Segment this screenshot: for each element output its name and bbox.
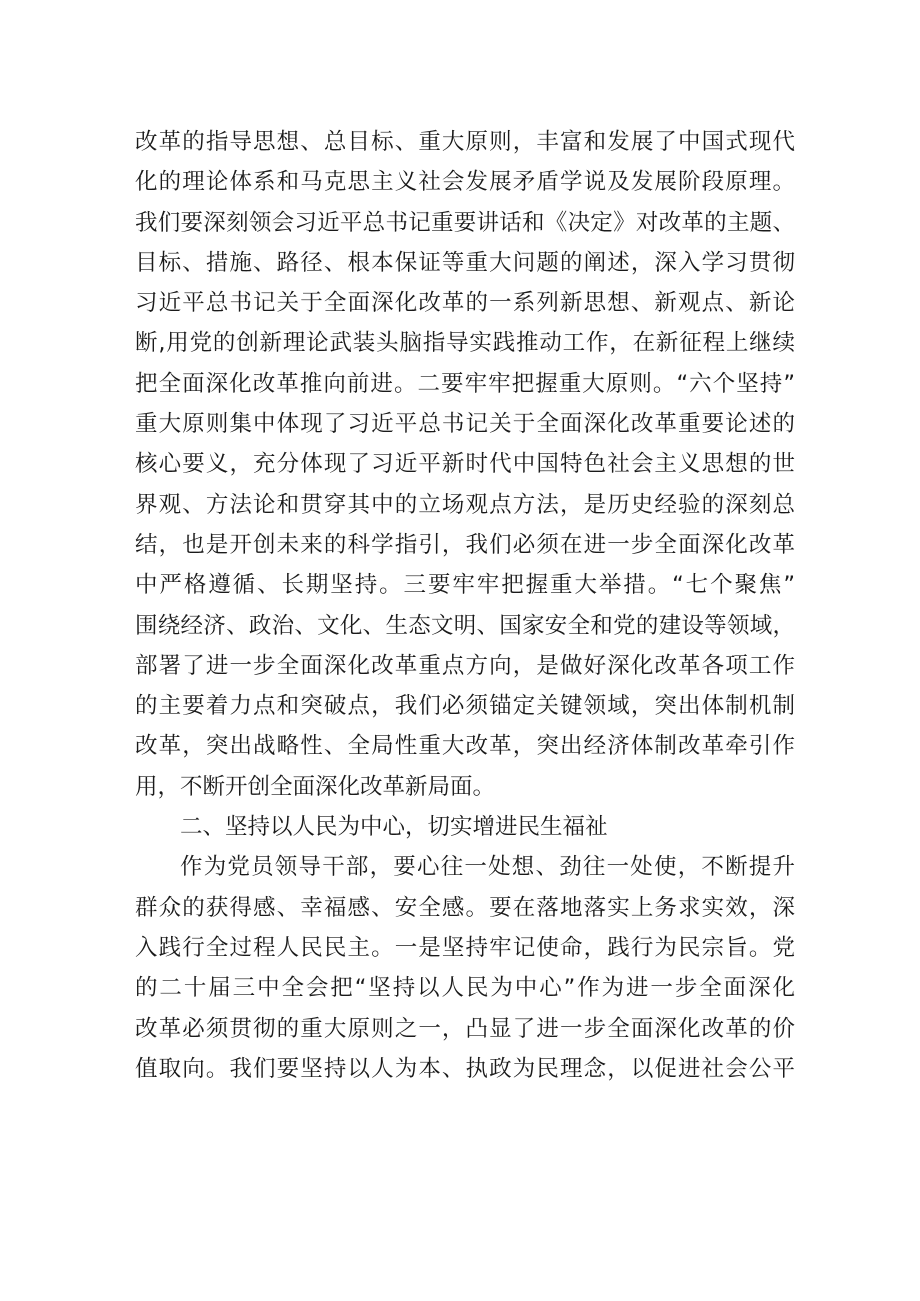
text-line: 围绕经济、政治、文化、生态文明、国家安全和党的建设等领域， xyxy=(135,612,795,639)
text-line: 目标、措施、路径、根本保证等重大问题的阐述，深入学习贯彻 xyxy=(135,249,795,276)
text-line: 断,用党的创新理论武装头脑指导实践推动工作，在新征程上继续 xyxy=(135,330,795,357)
paragraph-end-line: 用，不断开创全面深化改革新局面。 xyxy=(135,773,496,800)
text-line: 中严格遵循、长期坚持。三要牢牢把握重大举措。“七个聚焦” xyxy=(135,572,795,599)
text-line: 化的理论体系和马克思主义社会发展矛盾学说及发展阶段原理。 xyxy=(135,169,795,196)
text-line: 核心要义，充分体现了习近平新时代中国特色社会主义思想的世 xyxy=(135,451,795,478)
text-line: 入践行全过程人民民主。一是坚持牢记使命，践行为民宗旨。党 xyxy=(135,934,795,961)
text-line: 界观、方法论和贯穿其中的立场观点方法，是历史经验的深刻总 xyxy=(135,491,795,518)
text-line: 重大原则集中体现了习近平总书记关于全面深化改革重要论述的 xyxy=(135,411,795,438)
text-line: 改革的指导思想、总目标、重大原则，丰富和发展了中国式现代 xyxy=(135,129,795,155)
section-heading: 二、坚持以人民为中心，切实增进民生福祉 xyxy=(180,814,608,841)
document-body xyxy=(135,122,795,1089)
text-line: 的主要着力点和突破点，我们必须锚定关键领域，突出体制机制 xyxy=(135,693,795,720)
text-line: 改革，突出战略性、全局性重大改革，突出经济体制改革牵引作 xyxy=(135,733,795,760)
text-line: 把全面深化改革推向前进。二要牢牢把握重大原则。“六个坚持” xyxy=(135,370,795,397)
paragraph-first-line: 作为党员领导干部，要心往一处想、劲往一处使，不断提升 xyxy=(180,854,795,881)
text-line: 结，也是开创未来的科学指引，我们必须在进一步全面深化改革 xyxy=(135,531,795,558)
text-line: 群众的获得感、幸福感、安全感。要在落地落实上务求实效，深 xyxy=(135,894,795,921)
text-line: 改革必须贯彻的重大原则之一，凸显了进一步全面深化改革的价 xyxy=(135,1015,795,1042)
text-line: 值取向。我们要坚持以人为本、执政为民理念，以促进社会公平 xyxy=(135,1055,795,1082)
text-line: 我们要深刻领会习近平总书记重要讲话和《决定》对改革的主题、 xyxy=(135,209,795,236)
text-line: 习近平总书记关于全面深化改革的一系列新思想、新观点、新论 xyxy=(135,290,795,317)
text-line: 部署了进一步全面深化改革重点方向，是做好深化改革各项工作 xyxy=(135,652,795,679)
text-line: 的二十届三中全会把“坚持以人民为中心”作为进一步全面深化 xyxy=(135,975,795,1002)
